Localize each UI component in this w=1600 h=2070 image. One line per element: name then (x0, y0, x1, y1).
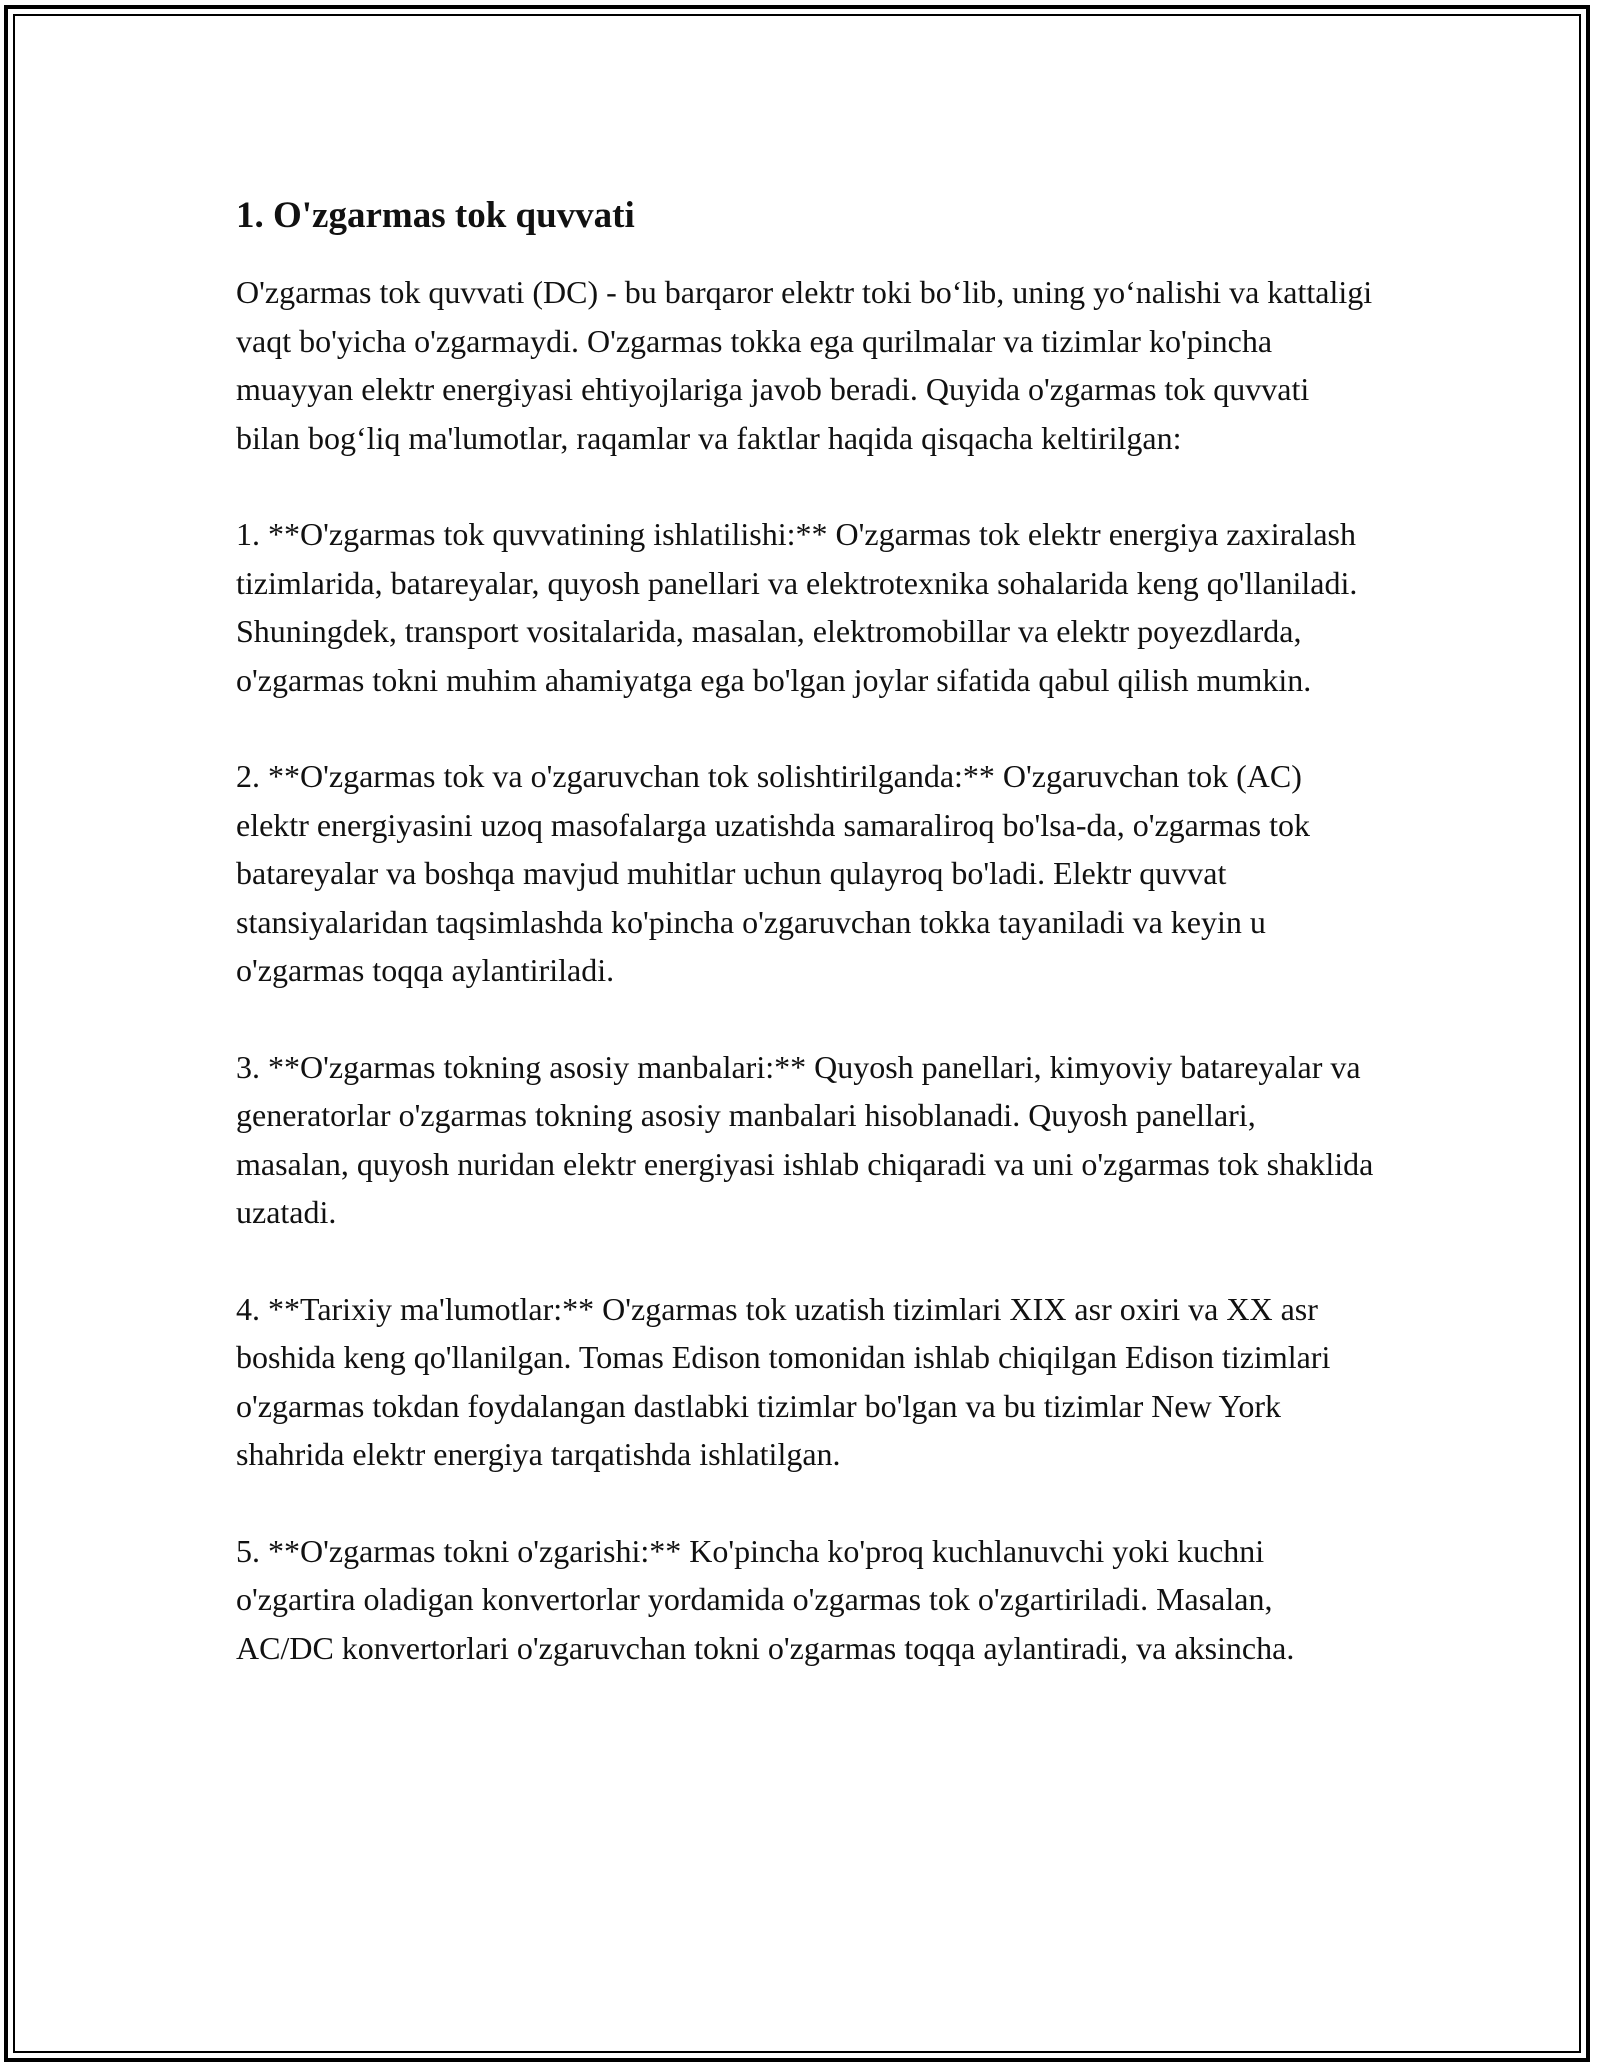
document-body (236, 190, 1376, 1720)
list-item-sources: 3. **O'zgarmas tokning asosiy manbalari:** Quyosh panellari, kimyoviy batareyalar va generatorlar o'zgarmas tokning asosiy manbalari hisoblanadi. Quyosh panellari, masalan, quyosh nuridan elektr energiyasi ishlab chiqaradi va uni o'zgarmas tok shaklida uzatadi. (236, 1048, 1374, 1230)
section-title: 1. O'zgarmas tok quvvati (236, 195, 635, 236)
list-item-usage: 1. **O'zgarmas tok quvvatining ishlatilishi:** O'zgarmas tok elektr energiya zaxiralash tizimlarida, batareyalar, quyosh panellari va elektrotexnika sohalarida keng qo'llaniladi. Shuningdek, transport vositalarida, masalan, elektromobillar va elektr poyezdlarda, o'zgarmas tokni muhim ahamiyatga ega bo'lgan joylar sifatida qabul qilish mumkin. (236, 516, 1358, 698)
list-item-history: 4. **Tarixiy ma'lumotlar:** O'zgarmas tok uzatish tizimlari XIX asr oxiri va XX asr boshida keng qo'llanilgan. Tomas Edison tomonidan ishlab chiqilgan Edison tizimlari o'zgarmas tokdan foydalangan dastlabki tizimlar bo'lgan va bu tizimlar New York shahrida elektr energiya tarqatishda ishlatilgan. (236, 1290, 1331, 1472)
list-item-conversion: 5. **O'zgarmas tokni o'zgarishi:** Ko'pincha ko'proq kuchlanuvchi yoki kuchni o'zgartira oladigan konvertorlar yordamida o'zgarmas tok o'zgartiriladi. Masalan, AC/DC konvertorlari o'zgaruvchan tokni o'zgarmas toqqa aylantiradi, va aksincha. (236, 1532, 1295, 1666)
intro-paragraph: O'zgarmas tok quvvati (DC) - bu barqaror elektr toki bo‘lib, uning yo‘nalishi va kattaligi vaqt bo'yicha o'zgarmaydi. O'zgarmas tokka ega qurilmalar va tizimlar ko'pincha muayyan elektr energiyasi ehtiyojlariga javob beradi. Quyida o'zgarmas tok quvvati bilan bog‘liq ma'lumotlar, raqamlar va faktlar haqida qisqacha keltirilgan: (236, 274, 1373, 456)
list-item-comparison: 2. **O'zgarmas tok va o'zgaruvchan tok solishtirilganda:** O'zgaruvchan tok (AC) elektr energiyasini uzoq masofalarga uzatishda samaraliroq bo'lsa-da, o'zgarmas tok batareyalar va boshqa mavjud muhitlar uchun qulayroq bo'ladi. Elektr quvvat stansiyalaridan taqsimlashda ko'pincha o'zgaruvchan tokka tayaniladi va keyin u o'zgarmas toqqa aylantiriladi. (236, 758, 1310, 988)
